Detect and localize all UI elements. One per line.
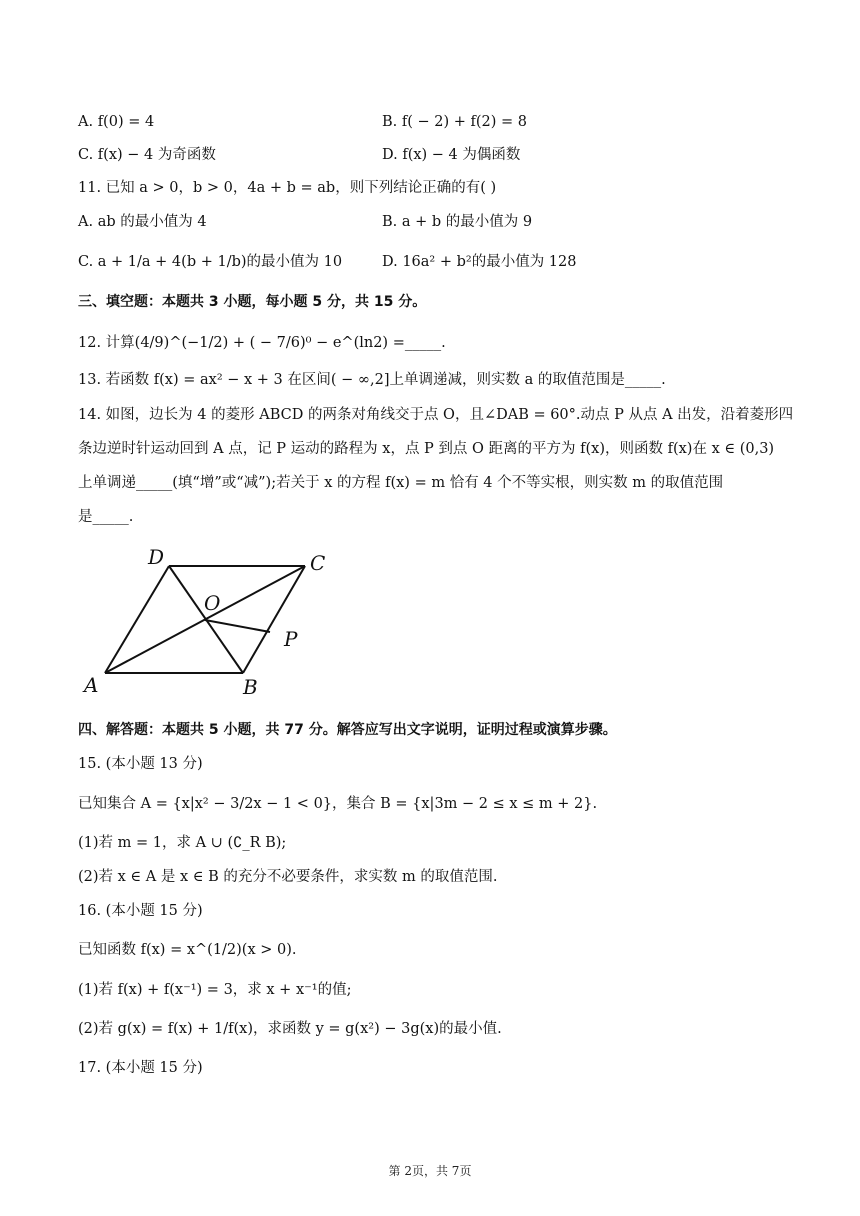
q11-option-d: D. 16a² + b²的最小值为 128 [382, 254, 577, 270]
q16-header: 16. (本小题 15 分) [78, 903, 203, 919]
segment-op [205, 620, 270, 632]
q11-option-c: C. a + 1/a + 4(b + 1/b)的最小值为 10 [78, 254, 343, 270]
q14-line-3: 上单调递_____(填“增”或“减”);若关于 x 的方程 f(x) = m 恰有 4 个不等实根，则实数 m 的取值范围 [78, 475, 724, 491]
q13-text: 13. 若函数 f(x) = ax² − x + 3 在区间( − ∞,2]上单调递减，则实数 a 的取值范围是_____. [78, 372, 666, 388]
q14-line-1: 14. 如图，边长为 4 的菱形 ABCD 的两条对角线交于点 O，且∠DAB = 60°.动点 P 从点 A 出发，沿着菱形四 [78, 407, 794, 423]
q15-stem: 已知集合 A = {x|x² − 3/2x − 1 < 0}，集合 B = {x|3m − 2 ≤ x ≤ m + 2}. [78, 796, 598, 812]
page-footer: 第 2页，共 7页 [388, 1164, 472, 1178]
label-o: O [204, 591, 221, 615]
q16-stem: 已知函数 f(x) = x^(1/2)(x > 0). [78, 942, 297, 958]
q11-option-a: A. ab 的最小值为 4 [78, 214, 207, 230]
q16-part-2: (2)若 g(x) = f(x) + 1/f(x)，求函数 y = g(x²) − 3g(x)的最小值. [78, 1021, 502, 1037]
q15-part-1: (1)若 m = 1，求 A ∪ (∁_R B); [78, 835, 287, 851]
rhombus-figure [78, 540, 348, 705]
label-d: D [148, 545, 165, 569]
q10-option-c: C. f(x) − 4 为奇函数 [78, 147, 216, 163]
q14-line-4: 是_____. [78, 509, 134, 525]
q16-part-1: (1)若 f(x) + f(x⁻¹) = 3，求 x + x⁻¹的值; [78, 982, 352, 998]
q14-line-2: 条边逆时针运动回到 A 点，记 P 运动的路程为 x，点 P 到点 O 距离的平方为 f(x)，则函数 f(x)在 x ∈ (0,3) [78, 441, 775, 457]
q11-stem: 11. 已知 a > 0，b > 0，4a + b = ab，则下列结论正确的有( ) [78, 180, 497, 196]
label-c: C [310, 551, 326, 575]
label-p: P [284, 627, 298, 651]
label-a: A [84, 673, 99, 697]
section-3-heading: 三、填空题：本题共 3 小题，每小题 5 分，共 15 分。 [78, 294, 427, 310]
q11-option-b: B. a + b 的最小值为 9 [382, 214, 533, 230]
label-b: B [243, 675, 258, 699]
q10-option-d: D. f(x) − 4 为偶函数 [382, 147, 521, 163]
q10-option-b: B. f( − 2) + f(2) = 8 [382, 114, 528, 130]
q12-text: 12. 计算(4/9)^(−1/2) + ( − 7/6)⁰ − e^(ln2) =_____. [78, 335, 446, 351]
q10-option-a: A. f(0) = 4 [78, 114, 155, 130]
section-4-heading: 四、解答题：本题共 5 小题，共 77 分。解答应写出文字说明，证明过程或演算步骤。 [78, 722, 617, 738]
q15-part-2: (2)若 x ∈ A 是 x ∈ B 的充分不必要条件，求实数 m 的取值范围. [78, 869, 498, 885]
q15-header: 15. (本小题 13 分) [78, 756, 203, 772]
q17-header: 17. (本小题 15 分) [78, 1060, 203, 1076]
